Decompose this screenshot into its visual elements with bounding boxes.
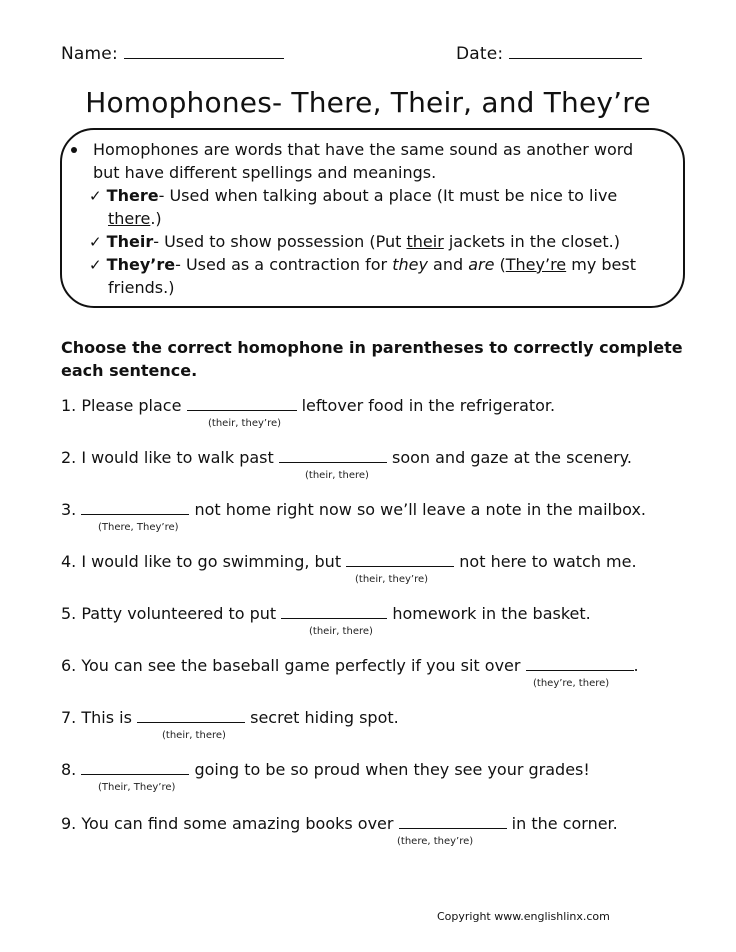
answer-blank-3[interactable]	[81, 500, 189, 515]
date-blank[interactable]	[509, 58, 642, 59]
answer-blank-6[interactable]	[526, 656, 634, 671]
hint-4: (their, they’re)	[355, 574, 429, 585]
hint-7: (their, there)	[162, 730, 226, 741]
question-number: 7.	[61, 708, 77, 727]
answer-blank-7[interactable]	[137, 708, 245, 723]
hint-2: (their, there)	[305, 470, 369, 481]
question-text-before: I would like to go swimming, but	[81, 552, 342, 571]
question-7	[61, 708, 399, 727]
question-text-after: in the corner.	[511, 814, 618, 833]
question-1	[61, 396, 555, 415]
example-theyre: They’re	[505, 255, 567, 274]
example-there: there	[108, 209, 151, 228]
example-their: their	[406, 232, 444, 251]
date-label: Date:	[456, 44, 504, 64]
checkmark-icon: ✓	[89, 256, 102, 274]
question-2	[61, 448, 632, 467]
answer-blank-8[interactable]	[81, 760, 189, 775]
question-6	[61, 656, 639, 675]
question-number: 5.	[61, 604, 77, 623]
definition-there-line2	[108, 207, 162, 230]
question-5	[61, 604, 591, 623]
hint-3: (There, They’re)	[98, 522, 179, 533]
definition-there-text: - Used when talking about a place (It must be nice to live	[158, 186, 618, 205]
checkmark-icon: ✓	[89, 187, 102, 205]
intro-line-2: but have different spellings and meanings.	[93, 163, 437, 182]
question-number: 6.	[61, 656, 77, 675]
checkmark-icon: ✓	[89, 233, 102, 251]
hint-1: (their, they’re)	[208, 418, 282, 429]
word-and: and	[427, 255, 469, 274]
definition-their-close: jackets in the closet.)	[443, 232, 620, 251]
word-are: are	[468, 255, 495, 274]
question-number: 9.	[61, 814, 77, 833]
instructions-line-2: each sentence.	[61, 361, 198, 380]
definition-there-close: .)	[150, 209, 162, 228]
answer-blank-5[interactable]	[281, 604, 387, 619]
open-paren: (	[494, 255, 506, 274]
hint-9: (there, they’re)	[397, 836, 474, 847]
question-number: 2.	[61, 448, 77, 467]
date-field[interactable]	[456, 44, 642, 64]
name-blank[interactable]	[124, 58, 284, 59]
bullet-dot-icon	[71, 147, 77, 153]
question-number: 8.	[61, 760, 77, 779]
answer-blank-2[interactable]	[279, 448, 387, 463]
page-title: Homophones- There, Their, and They’re	[85, 86, 651, 119]
question-text-after: going to be so proud when they see your grades!	[194, 760, 590, 779]
intro-line-1: Homophones are words that have the same sound as another word	[93, 140, 634, 159]
question-number: 1.	[61, 396, 77, 415]
definition-theyre	[89, 253, 636, 277]
answer-blank-4[interactable]	[346, 552, 454, 567]
question-text-before: I would like to walk past	[81, 448, 274, 467]
definition-theyre-close: my best	[566, 255, 636, 274]
question-8	[61, 760, 590, 779]
question-4	[61, 552, 637, 571]
question-9	[61, 814, 618, 833]
definition-their-text: - Used to show possession (Put	[153, 232, 407, 251]
question-text-before: This is	[81, 708, 132, 727]
question-text-after: .	[633, 656, 639, 675]
question-text-before: You can see the baseball game perfectly if you sit over	[81, 656, 521, 675]
copyright-text: Copyright www.englishlinx.com	[437, 910, 610, 923]
question-text-after: homework in the basket.	[392, 604, 591, 623]
question-text-before: Please place	[81, 396, 182, 415]
question-text-after: leftover food in the refrigerator.	[301, 396, 556, 415]
name-field[interactable]	[61, 44, 284, 64]
definition-theyre-line2: friends.)	[108, 278, 175, 297]
hint-6: (they’re, there)	[533, 678, 610, 689]
question-text-before: You can find some amazing books over	[81, 814, 394, 833]
answer-blank-9[interactable]	[399, 814, 507, 829]
answer-blank-1[interactable]	[187, 396, 297, 411]
hint-8: (Their, They’re)	[98, 782, 176, 793]
definition-there	[89, 184, 617, 208]
question-3	[61, 500, 646, 519]
question-text-after: soon and gaze at the scenery.	[391, 448, 632, 467]
question-number: 4.	[61, 552, 77, 571]
hint-5: (their, there)	[309, 626, 373, 637]
instructions-line-1: Choose the correct homophone in parentheses to correctly complete	[61, 338, 683, 357]
term-theyre: They’re	[106, 255, 176, 274]
definition-theyre-text: - Used as a contraction for	[175, 255, 393, 274]
question-text-before: Patty volunteered to put	[81, 604, 277, 623]
name-label: Name:	[61, 44, 118, 64]
term-their: Their	[106, 232, 154, 251]
question-text-after: not home right now so we’ll leave a note in the mailbox.	[194, 500, 646, 519]
question-text-after: secret hiding spot.	[250, 708, 399, 727]
definition-their	[89, 230, 620, 254]
question-text-after: not here to watch me.	[459, 552, 637, 571]
question-number: 3.	[61, 500, 77, 519]
term-there: There	[106, 186, 159, 205]
word-they: they	[392, 255, 428, 274]
